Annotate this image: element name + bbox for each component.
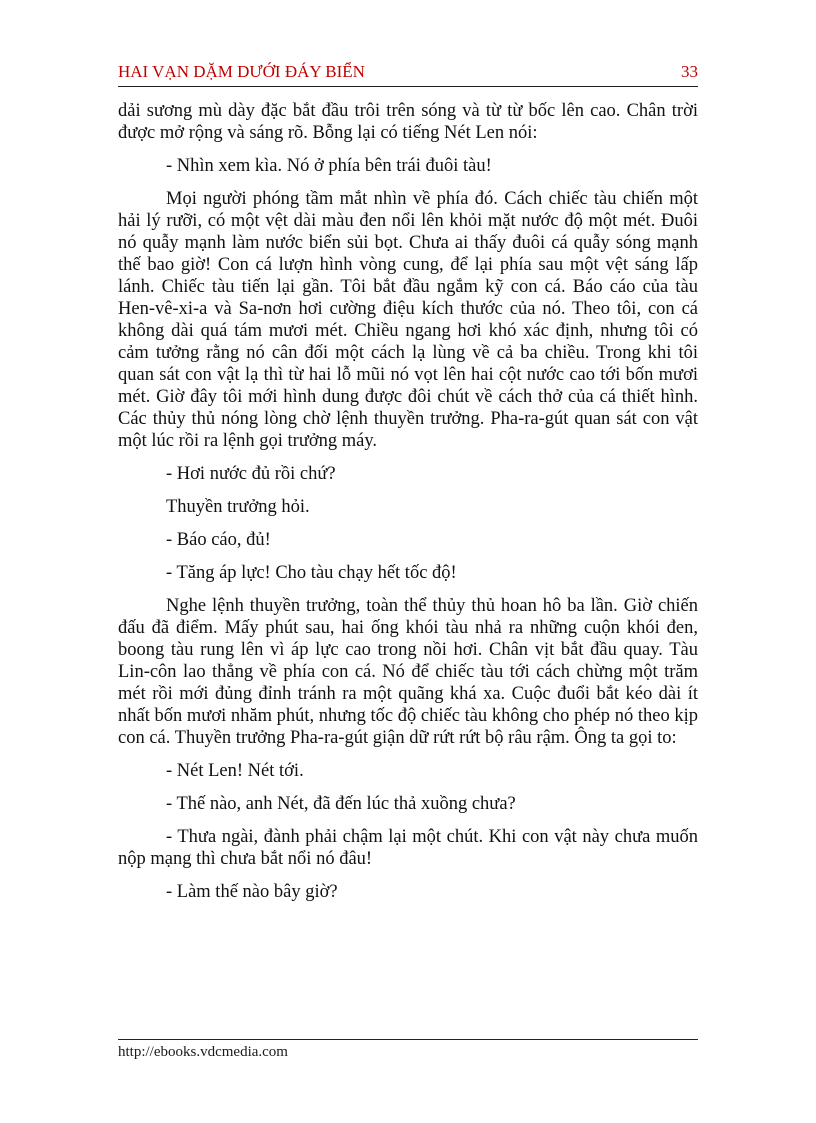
paragraph: - Hơi nước đủ rồi chứ? <box>166 464 336 484</box>
paragraph: Mọi người phóng tầm mắt nhìn về phía đó. Cách chiếc tàu chiến một hải lý rưỡi, có một vệt dài màu đen nổi lên khỏi mặt nước độ một mét. Đuôi nó quẫy mạnh làm nước biển sủi bọt. Chưa ai thấy đuôi cá quẫy sóng mạnh thế bao giờ! Con cá lượn hình vòng cung, để lại phía sau một vệt sáng lấp lánh. Chiếc tàu tiến lại gần. Tôi bắt đầu ngắm kỹ con cá. Báo cáo của tàu Hen-vê-xi-a và Sa-nơn hơi cường điệu kích thước của nó. Theo tôi, con cá không dài quá tám mươi mét. Chiều ngang hơi khó xác định, nhưng tôi có cảm tưởng rằng nó cân đối một cách lạ lùng về cả ba chiều. Trong khi tôi quan sát con vật lạ thì từ hai lỗ mũi nó vọt lên hai cột nước cao tới bốn mươi mét. Giờ đây tôi mới hình dung được đôi chút về cách thở của cá thiết hình. Các thủy thủ nóng lòng chờ lệnh thuyền trưởng. Pha-ra-gút quan sát con vật một lúc rồi ra lệnh gọi trưởng máy. <box>118 189 698 451</box>
paragraph: Thuyền trưởng hỏi. <box>166 497 310 517</box>
paragraph: - Tăng áp lực! Cho tàu chạy hết tốc độ! <box>166 563 457 583</box>
running-header <box>118 62 698 84</box>
paragraph: Nghe lệnh thuyền trưởng, toàn thể thủy thủ hoan hô ba lần. Giờ chiến đấu đã điểm. Mấy phút sau, hai ống khói tàu nhả ra những cuộn khói đen, boong tàu rung lên vì áp lực cao trong nồi hơi. Chân vịt bắt đầu quay. Tàu Lin-côn lao thẳng về phía con cá. Nó để chiếc tàu tới cách chừng một trăm mét rồi mới đủng đỉnh tránh ra một quãng khá xa. Cuộc đuổi bắt kéo dài ít nhất bốn mươi nhăm phút, nhưng tốc độ chiếc tàu không cho phép nó theo kịp con cá. Thuyền trưởng Pha-ra-gút giận dữ rứt rứt bộ râu rậm. Ông ta gọi to: <box>118 596 698 748</box>
header-rule <box>118 86 698 87</box>
body-text <box>118 100 698 914</box>
paragraph: - Thưa ngài, đành phải chậm lại một chút. Khi con vật này chưa muốn nộp mạng thì chưa bắt nổi nó đâu! <box>118 827 698 869</box>
paragraph: dải sương mù dày đặc bắt đầu trôi trên sóng và từ từ bốc lên cao. Chân trời được mở rộng và sáng rõ. Bỗng lại có tiếng Nét Len nói: <box>118 101 698 143</box>
paragraph: - Làm thế nào bây giờ? <box>166 882 338 902</box>
footer-link[interactable]: http://ebooks.vdcmedia.com <box>118 1044 288 1060</box>
paragraph: - Thế nào, anh Nét, đã đến lúc thả xuồng chưa? <box>166 794 516 814</box>
footer-rule <box>118 1039 698 1040</box>
page-number: 33 <box>681 62 698 81</box>
paragraph: - Nét Len! Nét tới. <box>166 761 304 781</box>
paragraph: - Báo cáo, đủ! <box>166 530 271 550</box>
book-title: HAI VẠN DẶM DƯỚI ĐÁY BIỂN <box>118 62 365 81</box>
paragraph: - Nhìn xem kìa. Nó ở phía bên trái đuôi tàu! <box>166 156 492 176</box>
